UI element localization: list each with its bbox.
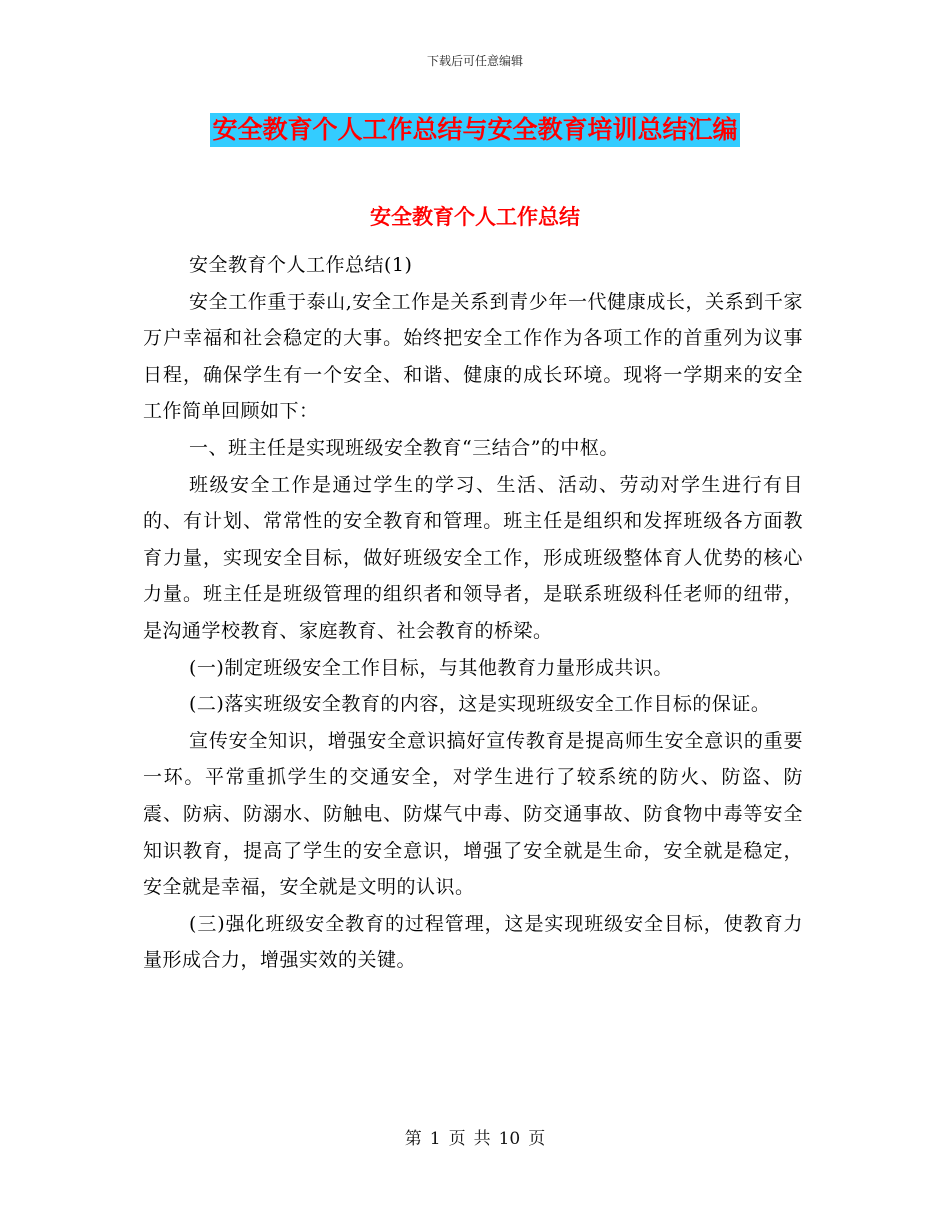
paragraph: 安全工作重于泰山,安全工作是关系到青少年一代健康成长，关系到千家万户幸福和社会稳定的大事。始终把安全工作作为各项工作的首重列为议事日程，确保学生有一个安全、和谐、健康的成长环境。现将一学期来的安全工作简单回顾如下：	[143, 290, 803, 423]
paragraph: (二)落实班级安全教育的内容，这是实现班级安全工作目标的保证。	[189, 693, 771, 716]
section-title: 安全教育个人工作总结	[370, 205, 580, 229]
paragraph: 一、班主任是实现班级安全教育“三结合”的中枢。	[189, 436, 619, 459]
paragraph: 宣传安全知识，增强安全意识搞好宣传教育是提高师生安全意识的重要一环。平常重抓学生的交通安全，对学生进行了较系统的防火、防盗、防震、防病、防溺水、防触电、防煤气中毒、防交通事故、防食物中毒等安全知识教育，提高了学生的安全意识，增强了安全就是生命，安全就是稳定，安全就是幸福，安全就是文明的认识。	[143, 729, 803, 899]
footer-page-number: 1	[429, 1129, 441, 1149]
paragraph: (三)强化班级安全教育的过程管理，这是实现班级安全目标，使教育力量形成合力，增强实效的关键。	[143, 912, 803, 972]
footer-total-word: 共	[473, 1129, 491, 1149]
footer-page-unit: 页	[448, 1129, 466, 1149]
page-footer	[0, 1124, 950, 1149]
main-title: 安全教育个人工作总结与安全教育培训总结汇编	[210, 113, 739, 147]
document-body	[143, 247, 803, 979]
footer-total-pages: 10	[498, 1129, 521, 1149]
paragraph: (一)制定班级安全工作目标，与其他教育力量形成共识。	[189, 656, 673, 679]
paragraph: 班级安全工作是通过学生的学习、生活、活动、劳动对学生进行有目的、有计划、常常性的安全教育和管理。班主任是组织和发挥班级各方面教育力量，实现安全目标，做好班级安全工作，形成班级整体育人优势的核心力量。班主任是班级管理的组织者和领导者，是联系班级科任老师的纽带，是沟通学校教育、家庭教育、社会教育的桥梁。	[143, 473, 803, 642]
page-header-note: 下载后可任意编辑	[426, 54, 523, 68]
footer-total-unit: 页	[528, 1129, 546, 1149]
main-title-container	[0, 113, 950, 147]
footer-page-word: 第	[404, 1129, 422, 1149]
paragraph: 安全教育个人工作总结(1)	[189, 254, 413, 276]
